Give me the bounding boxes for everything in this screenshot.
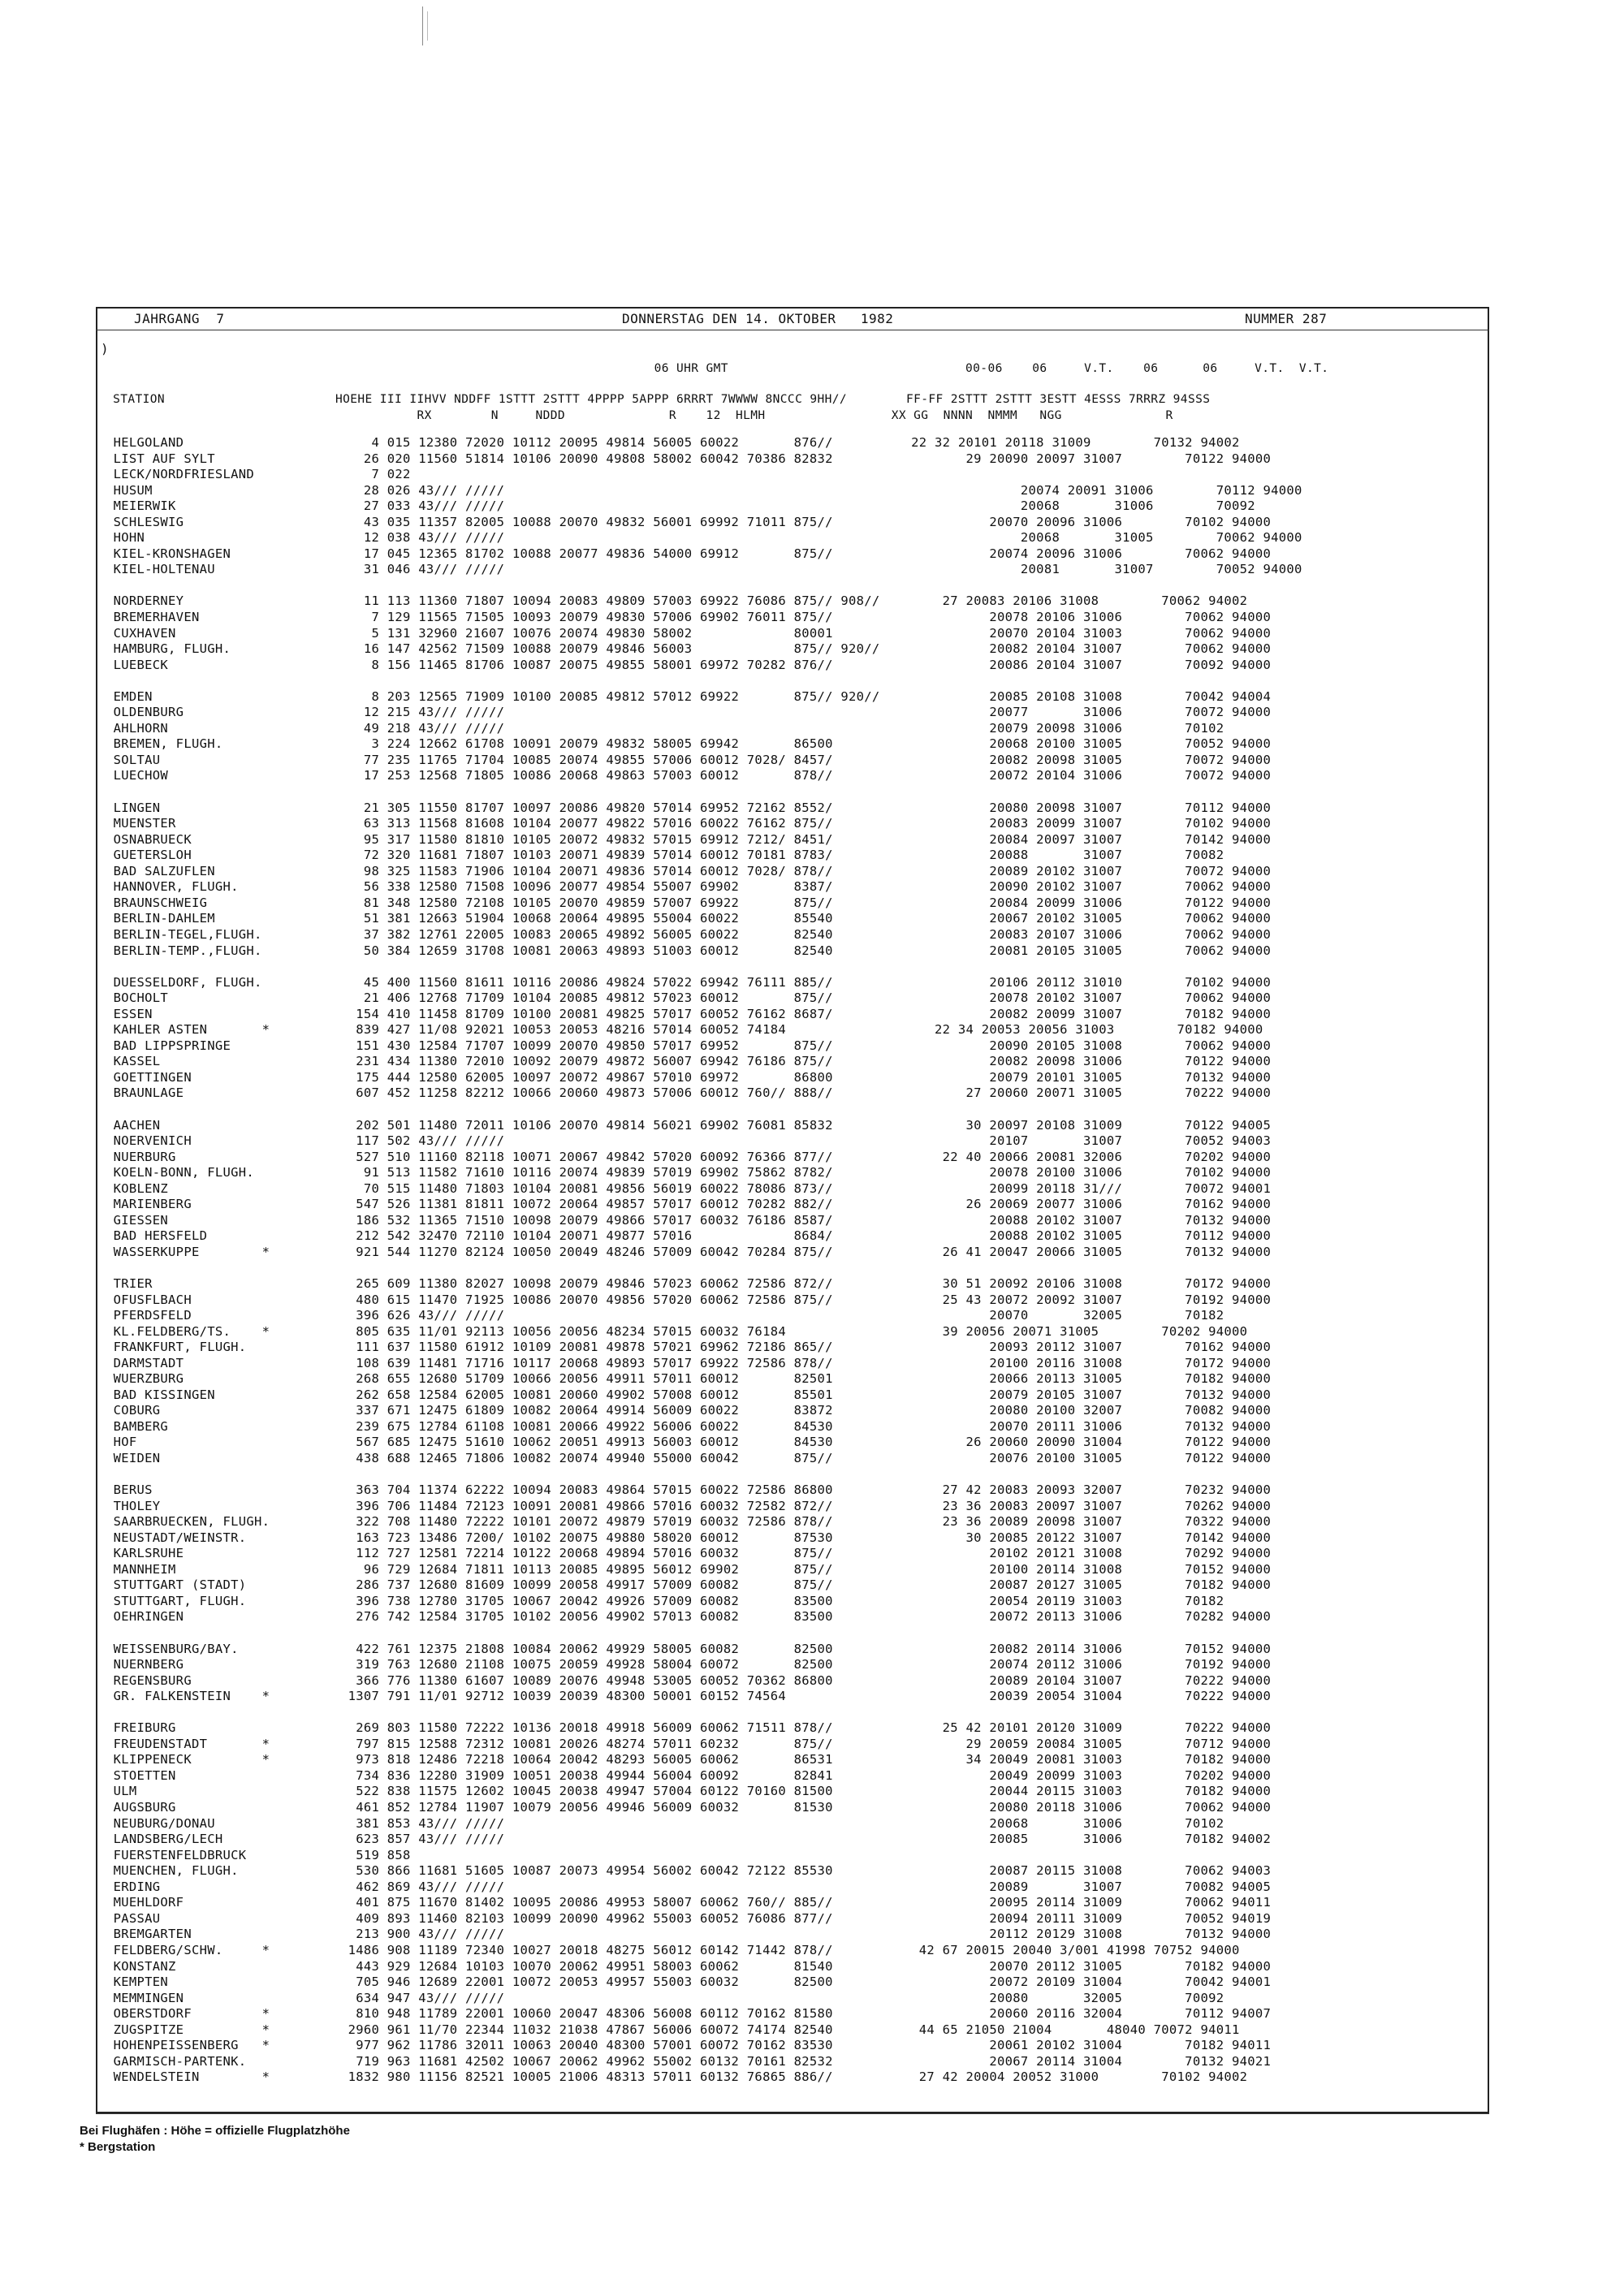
station-row: MEMMINGEN 634 947 43/// ///// 20080 32005 70092	[106, 1990, 1224, 2005]
station-row: BAD SALZUFLEN 98 325 11583 71906 10104 20071 49836 57014 60012 7028/ 878// 20089 20102 31007 70072 94000	[106, 863, 1272, 878]
station-row: MUEHLDORF 401 875 11670 81402 10095 20086 49953 58007 60062 760// 885// 20095 20114 31009 70062 94011	[106, 1895, 1272, 1910]
station-row: DARMSTADT 108 639 11481 71716 10117 20068 49893 57017 69922 72586 878// 20100 20116 31008 70172 94000	[106, 1355, 1272, 1370]
station-row: STUTTGART, FLUGH. 396 738 12780 31705 10067 20042 49926 57009 60082 83500 20054 20119 31003 70182	[106, 1593, 1224, 1608]
station-row: MEIERWIK 27 033 43/// ///// 20068 31006 70092	[106, 498, 1255, 514]
station-row: FREUDENSTADT * 797 815 12588 72312 10081 20026 48274 57011 60232 875// 29 20059 20084 31005 70712 94000	[106, 1736, 1272, 1751]
station-row: ULM 522 838 11575 12602 10045 20038 49947 57004 60122 70160 81500 20044 20115 31003 70182 94000	[106, 1784, 1272, 1799]
station-row: NUERBURG 527 510 11160 82118 10071 20067 49842 57020 60092 76366 877// 22 40 20066 20081 32006 70202 94000	[106, 1149, 1272, 1164]
station-row: OBERSTDORF * 810 948 11789 22001 10060 20047 48306 56008 60112 70162 81580 20060 20116 32004 70112 94007	[106, 2006, 1272, 2022]
station-row: BAD KISSINGEN 262 658 12584 62005 10081 20060 49902 57008 60012 85501 20079 20105 31007 70132 94000	[106, 1387, 1272, 1402]
group-spacer	[106, 784, 1302, 801]
station-row: WEIDEN 438 688 12465 71806 10082 20074 49940 55000 60042 875// 20076 20100 31005 70122 94000	[106, 1451, 1272, 1465]
station-row: HELGOLAND 4 015 12380 72020 10112 20095 49814 56005 60022 876// 22 32 20101 20118 31009 70132 94002	[106, 435, 1240, 450]
station-row: BERLIN-TEGEL,FLUGH. 37 382 12761 22005 10083 20065 49892 56005 60022 82540 20083 20107 31006 70062 94000	[106, 926, 1272, 942]
column-header-subcodes: RX N NDDD R 12 HLMH XX GG NNNN NMMM NGG R	[106, 409, 1173, 422]
station-row: HOHN 12 038 43/// ///// 20068 31005 70062 94000	[106, 530, 1302, 546]
station-row: KIEL-HOLTENAU 31 046 43/// ///// 20081 31007 70052 94000	[106, 562, 1302, 577]
scan-artifact-line	[422, 6, 423, 45]
station-row: BERUS 363 704 11374 62222 10094 20083 49864 57015 60022 72586 86800 27 42 20083 20093 32007 70232 94000	[106, 1482, 1272, 1498]
group-spacer	[106, 673, 1302, 689]
station-row: AACHEN 202 501 11480 72011 10106 20070 49814 56021 69902 76081 85832 30 20097 20108 31009 70122 94005	[106, 1117, 1272, 1133]
station-row: BREMERHAVEN 7 129 11565 71505 10093 20079 49830 57006 69902 76011 875// 20078 20106 31006 70062 94000	[106, 610, 1272, 625]
group-spacer	[106, 1625, 1302, 1642]
station-row: BRAUNSCHWEIG 81 348 12580 72108 10105 20070 49859 57007 69922 875// 20084 20099 31006 70122 94000	[106, 895, 1272, 910]
station-row: BERLIN-DAHLEM 51 381 12663 51904 10068 20064 49895 55004 60022 85540 20067 20102 31005 70062 94000	[106, 911, 1272, 926]
group-spacer	[106, 1705, 1302, 1721]
group-spacer	[106, 1260, 1302, 1276]
station-row: AUGSBURG 461 852 12784 11907 10079 20056 49946 56009 60032 81530 20080 20118 31006 70062 94000	[106, 1800, 1272, 1815]
station-row: FRANKFURT, FLUGH. 111 637 11580 61912 10109 20081 49878 57021 69962 72186 865// 20093 20112 31007 70162 94000	[106, 1340, 1272, 1355]
station-row: KLIPPENECK * 973 818 12486 72218 10064 20042 48293 56005 60062 86531 34 20049 20081 31003 70182 94000	[106, 1752, 1272, 1767]
station-row: LINGEN 21 305 11550 81707 10097 20086 49820 57014 69952 72162 8552/ 20080 20098 31007 70112 94000	[106, 800, 1272, 815]
station-row: HAMBURG, FLUGH. 16 147 42562 71509 10088 20079 49846 56003 875// 920// 20082 20104 31007 70062 94000	[106, 641, 1272, 657]
station-row: KAHLER ASTEN * 839 427 11/08 92021 10053 20053 48216 57014 60052 74184 22 34 20053 20056 31003 70182 94000	[106, 1022, 1263, 1038]
station-row: WUERZBURG 268 655 12680 51709 10066 20056 49911 57011 60012 82501 20066 20113 31005 70182 94000	[106, 1371, 1272, 1387]
station-row: HOF 567 685 12475 51610 10062 20051 49913 56003 60012 84530 26 20060 20090 31004 70122 94000	[106, 1435, 1272, 1450]
column-header-codes: STATION HOEHE III IIHVV NDDFF 1STTT 2STTT 4PPPP 5APPP 6RRRT 7WWWW 8NCCC 9HH// FF-FF 2STTT 2STTT 3ESTT 4ESSS 7RRRZ 94SSS	[106, 393, 1211, 406]
station-row: LECK/NORDFRIESLAND 7 022	[106, 467, 411, 482]
issue-date: DONNERSTAG DEN 14. OKTOBER 1982	[622, 311, 894, 326]
station-row: MUENSTER 63 313 11568 81608 10104 20077 49822 57016 60022 76162 875// 20083 20099 31007 70102 94000	[106, 816, 1272, 831]
station-row: ZUGSPITZE * 2960 961 11/70 22344 11032 21038 47867 56006 60072 74174 82540 44 65 21050 21004 48040 70072 94011	[106, 2022, 1240, 2037]
station-row: LUEBECK 8 156 11465 81706 10087 20075 49855 58001 69972 70282 876// 20086 20104 31007 70092 94000	[106, 657, 1272, 672]
station-row: COBURG 337 671 12475 61809 10082 20064 49914 56009 60022 83872 20080 20100 32007 70082 94000	[106, 1403, 1272, 1418]
station-row: BREMGARTEN 213 900 43/// ///// 20112 20129 31008 70132 94000	[106, 1927, 1272, 1942]
station-row: REGENSBURG 366 776 11380 61607 10089 20076 49948 53005 60052 70362 86800 20089 20104 31007 70222 94000	[106, 1672, 1272, 1688]
group-spacer	[106, 1467, 1302, 1483]
station-row: OSNABRUECK 95 317 11580 81810 10105 20072 49832 57015 69912 7212/ 8451/ 20084 20097 31007 70142 94000	[106, 831, 1272, 847]
station-row: KIEL-KRONSHAGEN 17 045 12365 81702 10088 20077 49836 54000 69912 875// 20074 20096 31006 70062 94000	[106, 546, 1272, 561]
station-row: LANDSBERG/LECH 623 857 43/// ///// 20085 31006 70182 94002	[106, 1832, 1272, 1847]
jahrgang-label: JAHRGANG 7	[134, 311, 225, 326]
station-row: SOLTAU 77 235 11765 71704 10085 20074 49855 57006 60012 7028/ 8457/ 20082 20098 31005 70072 94000	[106, 752, 1272, 767]
station-row: NORDERNEY 11 113 11360 71807 10094 20083 49809 57003 69922 76086 875// 908// 27 20083 20106 31008 70062 94002	[106, 593, 1248, 609]
station-row: MARIENBERG 547 526 11381 81811 10072 20064 49857 57017 60012 70282 882// 26 20069 20077 31006 70162 94000	[106, 1197, 1272, 1212]
station-row: WEISSENBURG/BAY. 422 761 12375 21808 10084 20062 49929 58005 60082 82500 20082 20114 31006 70152 94000	[106, 1641, 1272, 1656]
scan-artifact-line	[427, 11, 428, 41]
station-row: SCHLESWIG 43 035 11357 82005 10088 20070 49832 56001 69992 71011 875// 20070 20096 31006 70102 94000	[106, 514, 1272, 529]
station-row: DUESSELDORF, FLUGH. 45 400 11560 81611 10116 20086 49824 57022 69942 76111 885// 20106 20112 31010 70102 94000	[106, 974, 1272, 990]
station-row: BAD HERSFELD 212 542 32470 72110 10104 20071 49877 57016 8684/ 20088 20102 31005 70112 94000	[106, 1228, 1272, 1244]
station-row: OEHRINGEN 276 742 12584 31705 10102 20056 49902 57013 60082 83500 20072 20113 31006 70282 94000	[106, 1609, 1272, 1625]
station-row: BAMBERG 239 675 12784 61108 10081 20066 49922 56006 60022 84530 20070 20111 31006 70132 94000	[106, 1418, 1272, 1434]
group-spacer	[106, 1102, 1302, 1118]
station-row: SAARBRUECKEN, FLUGH. 322 708 11480 72222 10101 20072 49879 57019 60032 72586 878// 23 36 20089 20098 31007 70322 94000	[106, 1514, 1272, 1530]
margin-mark: )	[101, 341, 110, 356]
station-row: KONSTANZ 443 929 12684 10103 10070 20062 49951 58003 60062 81540 20070 20112 31005 70182 94000	[106, 1958, 1272, 1974]
station-row: BREMEN, FLUGH. 3 224 12662 61708 10091 20079 49832 58005 69942 86500 20068 20100 31005 70052 94000	[106, 736, 1272, 752]
station-row: BAD LIPPSPRINGE 151 430 12584 71707 10099 20070 49850 57017 69952 875// 20090 20105 31008 70062 94000	[106, 1038, 1272, 1053]
station-row: KEMPTEN 705 946 12689 22001 10072 20053 49957 55003 60032 82500 20072 20109 31004 70042 94001	[106, 1974, 1272, 1990]
station-row: PASSAU 409 893 11460 82103 10099 20090 49962 55003 60052 76086 877// 20094 20111 31009 70052 94019	[106, 1910, 1272, 1926]
station-row: OFUSFLBACH 480 615 11470 71925 10086 20070 49856 57020 60062 72586 875// 25 43 20072 20092 31007 70192 94000	[106, 1292, 1272, 1307]
station-row: FREIBURG 269 803 11580 72222 10136 20018 49918 56009 60062 71511 878// 25 42 20101 20120 31009 70222 94000	[106, 1720, 1272, 1736]
group-spacer	[106, 578, 1302, 594]
station-row: GR. FALKENSTEIN * 1307 791 11/01 92712 10039 20039 48300 50001 60152 74564 20039 20054 31004 70222 94000	[106, 1689, 1272, 1704]
station-row: WASSERKUPPE * 921 544 11270 82124 10050 20049 48246 57009 60042 70284 875// 26 41 20047 20066 31005 70132 94000	[106, 1244, 1272, 1259]
station-row: MANNHEIM 96 729 12684 71811 10113 20085 49895 56012 69902 875// 20100 20114 31008 70152 94000	[106, 1561, 1272, 1577]
group-spacer	[106, 959, 1302, 975]
bottom-rule	[96, 2113, 1489, 2114]
station-row: PFERDSFELD 396 626 43/// ///// 20070 32005 70182	[106, 1308, 1224, 1323]
station-row: LUECHOW 17 253 12568 71805 10086 20068 49863 57003 60012 878// 20072 20104 31006 70072 94000	[106, 768, 1272, 783]
station-row: OLDENBURG 12 215 43/// ///// 20077 31006 70072 94000	[106, 705, 1272, 720]
station-row: HANNOVER, FLUGH. 56 338 12580 71508 10096 20077 49854 55007 69902 8387/ 20090 20102 31007 70062 94000	[106, 879, 1272, 895]
station-row: WENDELSTEIN * 1832 980 11156 82521 10005 21006 48313 57011 60132 76865 886// 27 42 20004 20052 31000 70102 94002	[106, 2069, 1248, 2085]
station-row: NEUSTADT/WEINSTR. 163 723 13486 7200/ 10102 20075 49880 58020 60012 87530 30 20085 20122 31007 70142 94000	[106, 1530, 1272, 1545]
station-row: BERLIN-TEMP.,FLUGH. 50 384 12659 31708 10081 20063 49893 51003 60012 82540 20081 20105 31005 70062 94000	[106, 943, 1272, 958]
station-row: KARLSRUHE 112 727 12581 72214 10122 20068 49894 57016 60032 875// 20102 20121 31008 70292 94000	[106, 1546, 1272, 1561]
station-row: GOETTINGEN 175 444 12580 62005 10097 20072 49867 57010 69972 86800 20079 20101 31005 70132 94000	[106, 1069, 1272, 1085]
station-row: NOERVENICH 117 502 43/// ///// 20107 31007 70052 94003	[106, 1133, 1272, 1149]
station-row: LIST AUF SYLT 26 020 11560 51814 10106 20090 49808 58002 60042 70386 82832 29 20090 20097 31007 70122 94000	[106, 451, 1272, 466]
station-row: AHLHORN 49 218 43/// ///// 20079 20098 31006 70102	[106, 720, 1224, 736]
footnote-mountain-station: * Bergstation	[80, 2140, 156, 2154]
station-row: CUXHAVEN 5 131 32960 21607 10076 20074 49830 58002 80001 20070 20104 31003 70062 94000	[106, 625, 1272, 641]
station-row: BOCHOLT 21 406 12768 71709 10104 20085 49812 57023 60012 875// 20078 20102 31007 70062 94000	[106, 990, 1272, 1006]
station-row: FELDBERG/SCHW. * 1486 908 11189 72340 10027 20018 48275 56012 60142 71442 878// 42 67 20015 20040 3/001 41998 70752 94000	[106, 1942, 1240, 1957]
issue-number: NUMMER 287	[1245, 311, 1328, 326]
station-row: KOBLENZ 70 515 11480 71803 10104 20081 49856 56019 60022 78086 873// 20099 20118 31/// 70072 94001	[106, 1180, 1272, 1196]
station-row: TRIER 265 609 11380 82027 10098 20079 49846 57023 60062 72586 872// 30 51 20092 20106 31008 70172 94000	[106, 1275, 1272, 1291]
station-table	[106, 435, 1302, 2086]
station-row: NUERNBERG 319 763 12680 21108 10075 20059 49928 58004 60072 82500 20074 20112 31006 70192 94000	[106, 1657, 1272, 1672]
station-row: MUENCHEN, FLUGH. 530 866 11681 51605 10087 20073 49954 56002 60042 72122 85530 20087 20115 31008 70062 94003	[106, 1863, 1272, 1879]
station-row: NEUBURG/DONAU 381 853 43/// ///// 20068 31006 70102	[106, 1815, 1224, 1831]
station-row: STUTTGART (STADT) 286 737 12680 81609 10099 20058 49917 57009 60082 875// 20087 20127 31005 70182 94000	[106, 1577, 1272, 1593]
footnote-airports: Bei Flughäfen : Höhe = offizielle Flugplatzhöhe	[80, 2124, 350, 2138]
station-row: KOELN-BONN, FLUGH. 91 513 11582 71610 10116 20074 49839 57019 69902 75862 8782/ 20078 20100 31006 70102 94000	[106, 1165, 1272, 1180]
station-row: GIESSEN 186 532 11365 71510 10098 20079 49866 57017 60032 76186 8587/ 20088 20102 31007 70132 94000	[106, 1212, 1272, 1228]
station-row: KASSEL 231 434 11380 72010 10092 20079 49872 56007 69942 76186 875// 20082 20098 31006 70122 94000	[106, 1054, 1272, 1069]
station-row: KL.FELDBERG/TS. * 805 635 11/01 92113 10056 20056 48234 57015 60032 76184 39 20056 20071 31005 70202 94000	[106, 1323, 1248, 1339]
station-row: THOLEY 396 706 11484 72123 10091 20081 49866 57016 60032 72582 872// 23 36 20083 20097 31007 70262 94000	[106, 1498, 1272, 1513]
station-row: GARMISCH-PARTENK. 719 963 11681 42502 10067 20062 49962 55002 60132 70161 82532 20067 20114 31004 70132 94021	[106, 2053, 1272, 2069]
column-header-group-line: 06 UHR GMT 00-06 06 V.T. 06 06 V.T. V.T.	[106, 362, 1329, 375]
station-row: STOETTEN 734 836 12280 31909 10051 20038 49944 56004 60092 82841 20049 20099 31003 70202 94000	[106, 1767, 1272, 1783]
station-row: EMDEN 8 203 12565 71909 10100 20085 49812 57012 69922 875// 920// 20085 20108 31008 70042 94004	[106, 688, 1272, 704]
station-row: HUSUM 28 026 43/// ///// 20074 20091 31006 70112 94000	[106, 482, 1302, 498]
station-row: HOHENPEISSENBERG * 977 962 11786 32011 10063 20040 48300 57001 60072 70162 83530 20061 20102 31004 70182 94011	[106, 2038, 1272, 2053]
station-row: ERDING 462 869 43/// ///// 20089 31007 70082 94005	[106, 1879, 1272, 1894]
station-row: ESSEN 154 410 11458 81709 10100 20081 49825 57017 60052 76162 8687/ 20082 20099 31007 70182 94000	[106, 1006, 1272, 1021]
station-row: GUETERSLOH 72 320 11681 71807 10103 20071 49839 57014 60012 70181 8783/ 20088 31007 70082	[106, 848, 1224, 863]
station-row: FUERSTENFELDBRUCK 519 858	[106, 1847, 411, 1862]
station-row: BRAUNLAGE 607 452 11258 82212 10066 20060 49873 57006 60012 760// 888// 27 20060 20071 31005 70222 94000	[106, 1085, 1272, 1101]
